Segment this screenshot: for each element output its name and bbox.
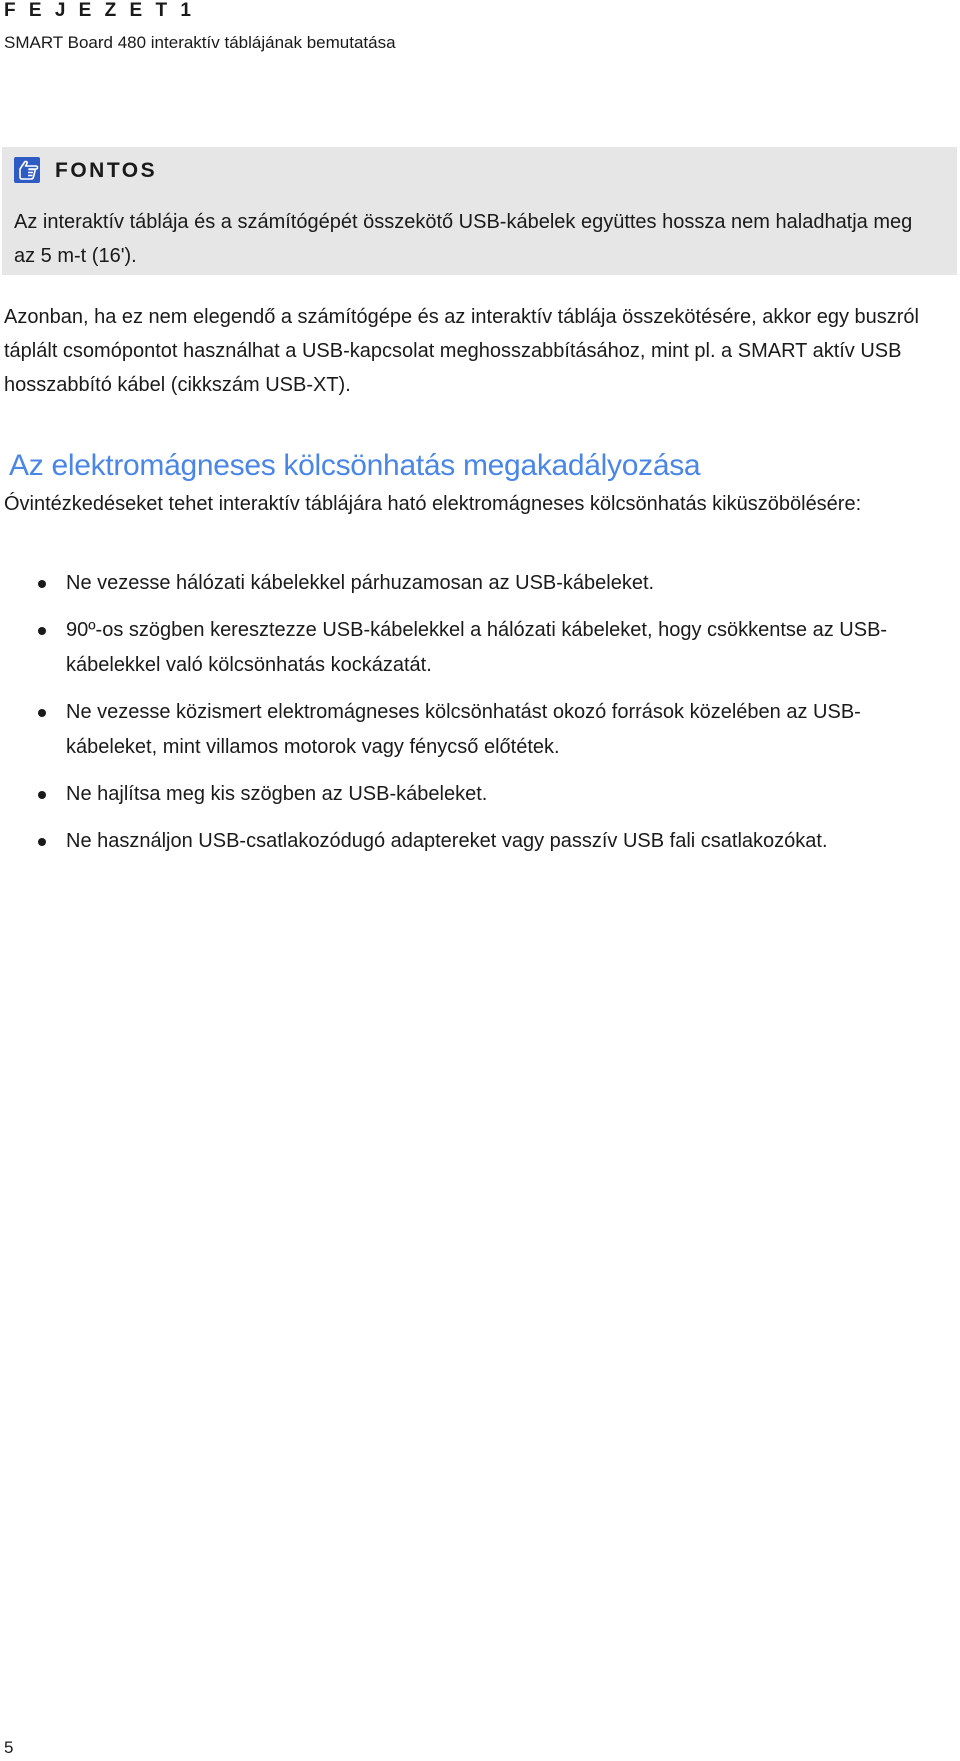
list-item [0, 695, 936, 765]
section-heading: Az elektromágneses kölcsönhatás megakadályozása [9, 449, 701, 482]
list-item-text: 90º-os szögben keresztezze USB-kábelekkel a hálózati kábeleket, hogy csökkentse az USB-kábelekkel való kölcsönhatás kockázatát. [66, 619, 888, 676]
usb-extension-paragraph: Azonban, ha ez nem elegendő a számítógépe és az interaktív táblája összekötésére, akkor egy buszról táplált csomópontot használhat a USB-kapcsolat meghosszabbításához, mint pl. a SMART aktív USB hosszabbító kábel (cikkszám USB-XT). [4, 306, 919, 396]
bullet-icon [38, 580, 46, 588]
important-text: Az interaktív táblája és a számítógépét összekötő USB-kábelek együttes hossza nem haladhatja meg az 5 m-t (16'). [14, 211, 913, 267]
chapter-title: SMART Board 480 interaktív táblájának bemutatása [4, 33, 396, 52]
bullet-icon [38, 627, 46, 635]
important-heading: FONTOS [55, 159, 158, 182]
chapter-label: F E J E Z E T 1 [4, 0, 195, 21]
list-item-text: Ne hajlítsa meg kis szögben az USB-kábeleket. [66, 783, 488, 805]
list-item-text: Ne vezesse közismert elektromágneses kölcsönhatást okozó források közelében az USB-kábeleket, mint villamos motorok vagy fénycső előtétek. [66, 701, 861, 758]
bullet-icon [38, 709, 46, 717]
page-number: 5 [4, 1738, 14, 1757]
bullet-icon [38, 838, 46, 846]
list-item-text: Ne használjon USB-csatlakozódugó adaptereket vagy passzív USB fali csatlakozókat. [66, 830, 828, 852]
list-item [0, 824, 936, 859]
bullet-icon [38, 791, 46, 799]
precautions-list [0, 566, 960, 871]
list-item-text: Ne vezesse hálózati kábelekkel párhuzamosan az USB-kábeleket. [66, 572, 655, 594]
list-item [0, 566, 936, 601]
pointing-hand-icon [14, 157, 40, 183]
important-note [2, 147, 957, 275]
section-intro: Óvintézkedéseket tehet interaktív táblájára ható elektromágneses kölcsönhatás kiküszöbölésére: [4, 493, 862, 515]
list-item [0, 777, 936, 812]
list-item [0, 613, 936, 683]
